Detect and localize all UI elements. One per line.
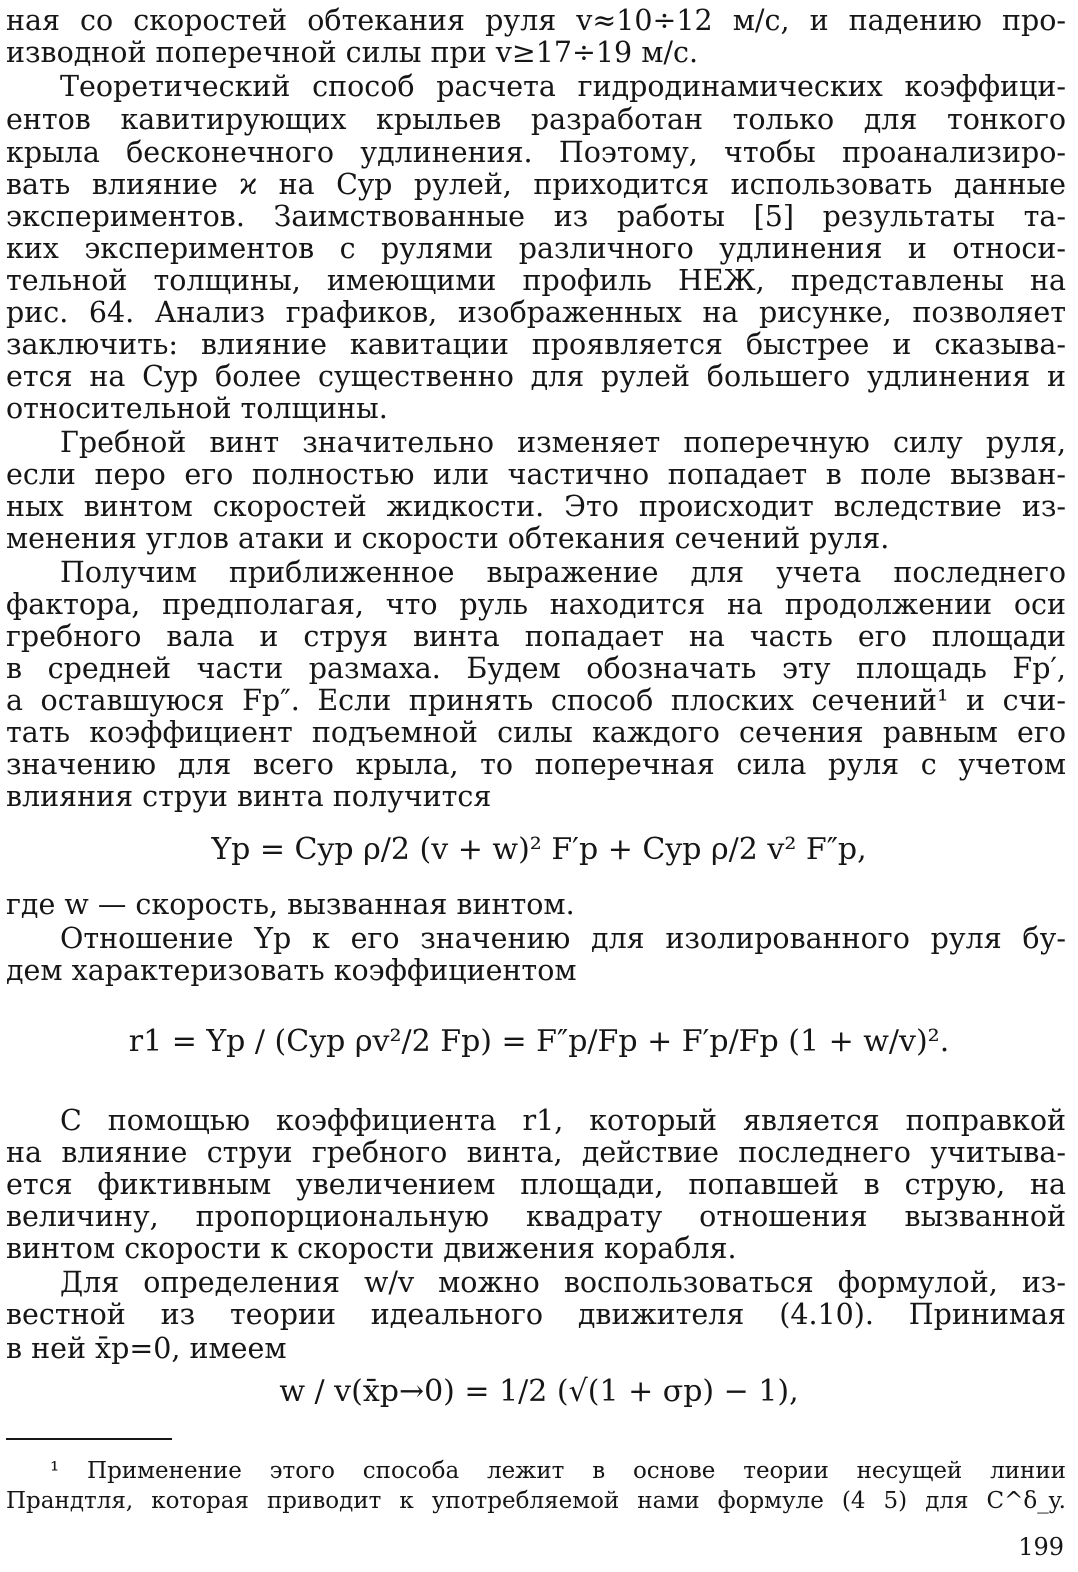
text-line: крыла бесконечного удлинения. Поэтому, чтобы проанализиро- xyxy=(6,136,1066,169)
footnote-rule xyxy=(6,1438,172,1440)
text-line: тать коэффициент подъемной силы каждого сечения равным его xyxy=(6,716,1066,749)
text-line: ентов кавитирующих крыльев разработан только для тонкого xyxy=(6,103,1066,136)
equation-1: Yp = Cyp ρ/2 (v + w)² F′p + Cyp ρ/2 v² F″p, xyxy=(211,832,867,867)
text-line: а оставшуюся Fp″. Если принять способ плоских сечений¹ и счи- xyxy=(6,684,1066,717)
text-line: ких экспериментов с рулями различного удлинения и относи- xyxy=(6,232,1066,265)
text-line: гребного вала и струя винта попадает на часть его площади xyxy=(6,620,1066,653)
text-line: если перо его полностью или частично попадает в поле вызван- xyxy=(6,458,1066,491)
text-line: ется фиктивным увеличением площади, попавшей в струю, на xyxy=(6,1168,1066,1201)
text-line: изводной поперечной силы при v≥17÷19 м/с. xyxy=(6,36,699,69)
equation-3: w / v(x̄p→0) = 1/2 (√(1 + σp) − 1), xyxy=(279,1374,799,1409)
text-line: вестной из теории идеального движителя (4.10). Принимая xyxy=(6,1298,1066,1331)
text-line: заключить: влияние кавитации проявляется быстрее и сказыва- xyxy=(6,328,1066,361)
text-line: экспериментов. Заимствованные из работы [5] результаты та- xyxy=(6,200,1066,233)
text-line: Получим приближенное выражение для учета последнего xyxy=(60,556,1066,589)
text-line: ных винтом скоростей жидкости. Это происходит вследствие из- xyxy=(6,490,1066,523)
text-line: в средней части размаха. Будем обозначать эту площадь Fp′, xyxy=(6,652,1066,685)
text-line: С помощью коэффициента r1, который является поправкой xyxy=(60,1104,1066,1137)
equation-2: r1 = Yp / (Cyp ρv²/2 Fp) = F″p/Fp + F′p/Fp (1 + w/v)². xyxy=(128,1024,950,1059)
text-line: Для определения w/v можно воспользоваться формулой, из- xyxy=(60,1266,1066,1299)
text-line: значению для всего крыла, то поперечная сила руля с учетом xyxy=(6,748,1066,781)
text-line: в ней x̄p=0, имеем xyxy=(6,1332,287,1365)
footnote-line: ¹ Применение этого способа лежит в основе теории несущей линии xyxy=(50,1458,1066,1484)
text-line: величину, пропорциональную квадрату отношения вызванной xyxy=(6,1200,1066,1233)
text-line: Гребной винт значительно изменяет поперечную силу руля, xyxy=(60,426,1066,459)
text-line: рис. 64. Анализ графиков, изображенных на рисунке, позволяет xyxy=(6,296,1066,329)
page-number: 199 xyxy=(1018,1533,1064,1561)
text-line: Теоретический способ расчета гидродинамических коэффици- xyxy=(60,70,1066,103)
text-line: Отношение Yp к его значению для изолированного руля бу- xyxy=(60,922,1066,955)
text-line: на влияние струи гребного винта, действие последнего учитыва- xyxy=(6,1136,1066,1169)
text-line: дем характеризовать коэффициентом xyxy=(6,954,577,987)
text-line: где w — скорость, вызванная винтом. xyxy=(6,888,575,921)
text-line: тельной толщины, имеющими профиль НЕЖ, представлены на xyxy=(6,264,1066,297)
text-line: менения углов атаки и скорости обтекания сечений руля. xyxy=(6,522,890,555)
footnote-line: Прандтля, которая приводит к употребляемой нами формуле (4 5) для C^δ_y. xyxy=(6,1488,1066,1514)
text-line: ная со скоростей обтекания руля v≈10÷12 м/с, и падению про- xyxy=(6,4,1066,37)
text-line: влияния струи винта получится xyxy=(6,780,492,813)
text-line: ется на Cyp более существенно для рулей большего удлинения и xyxy=(6,360,1066,393)
text-line: винтом скорости к скорости движения корабля. xyxy=(6,1232,737,1265)
text-line: вать влияние ϰ на Cyp рулей, приходится использовать данные xyxy=(6,168,1066,201)
text-line: относительной толщины. xyxy=(6,392,388,425)
text-line: фактора, предполагая, что руль находится на продолжении оси xyxy=(6,588,1066,621)
